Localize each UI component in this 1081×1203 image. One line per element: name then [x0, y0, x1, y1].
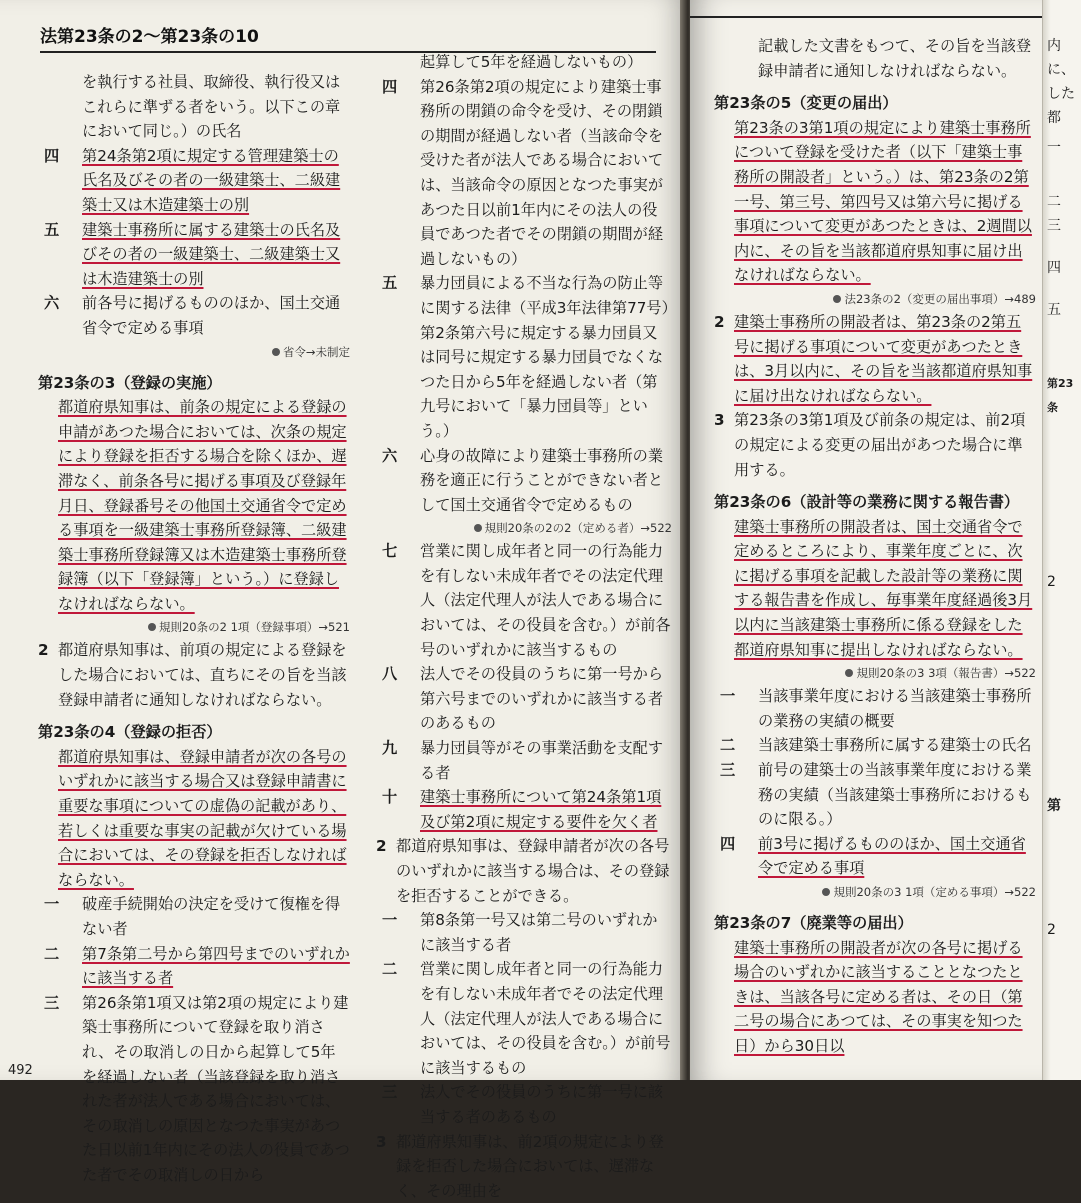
bullet-icon: [845, 669, 853, 677]
cross-reference: 規則20条の2 1項（登録事項）→521: [38, 616, 350, 638]
list-item: 三 前号の建築士の当該事業年度における業務の実績（当該建築士事務所におけるものに限る。）: [720, 761, 1032, 829]
left-column: [38, 70, 350, 1188]
item-number: 五: [44, 220, 60, 239]
article-paragraph: 都道府県知事は、前条の規定による登録の申請があつた場合においては、次条の規定により登録を拒否する場合を除くほか、遅滞なく、前条各号に掲げる事項及び登録年月日、登録番号その他国土交通省令で定める事項を一級建築士事務所登録簿、二級建築士事務所登録簿又は木造建築士事務所登録簿（以下「登録簿」という。）に登録しなければならない。: [58, 398, 347, 613]
bullet-icon: [833, 295, 841, 303]
article-heading: 第23条の6（設計等の業務に関する報告書）: [714, 493, 1020, 512]
article-paragraph: 建築士事務所の開設者は、国土交通省令で定めるところにより、事業年度ごとに、次に掲げる事項を記載した設計等の業務に関する報告書を作成し、毎事業年度経過後3月以内に当該建築士事務所に係る登録をした都道府県知事に提出しなければならない。: [734, 517, 1033, 659]
item-text: 第24条第2項に規定する管理建築士の氏名及びその者の一級建築士、二級建築士又は木造建築士の別: [82, 146, 341, 214]
right-page: [690, 0, 1080, 1080]
list-item: 二 当該建築士事務所に属する建築士の氏名: [720, 736, 1032, 755]
cross-reference: 法23条の2（変更の届出事項）→489: [714, 288, 1036, 310]
paragraph-number: 2: [38, 641, 49, 660]
list-item: [38, 218, 350, 292]
lead-text: 記載した文書をもつて、その旨を当該登録申請者に通知しなければならない。: [758, 37, 1032, 80]
list-item: 一 当該事業年度における当該建築士事務所の業務の実績の概要: [720, 687, 1032, 730]
list-item: 六 心身の故障により建築士事務所の業務を適正に行うことができない者として国土交通省令で定めるもの: [382, 446, 663, 514]
article-heading: 第23条の4（登録の拒否）: [38, 723, 222, 742]
item-text: 前各号に掲げるもののほか、国土交通省令で定める事項: [82, 294, 341, 337]
bullet-icon: [822, 888, 830, 896]
bullet-icon: [272, 348, 280, 356]
list-item: 三 第26条第1項又は第2項の規定により建築士事務所について登録を取り消され、その取消しの日から起算して5年を経過しない者（当該登録を取り消された者が法人である場合においては、その取消しの原因となつた事実があつた日以前1年内にその法人の役員であつた者でその取消しの日から: [44, 993, 350, 1184]
list-item: 三 法人でその役員のうちに第一号に該当する者のあるもの: [382, 1083, 663, 1126]
article-paragraph: 3 第23条の3第1項及び前条の規定は、前2項の規定による変更の届出があつた場合に準用する。: [714, 411, 1026, 479]
list-item: 二 営業に関し成年者と同一の行為能力を有しない未成年者でその法定代理人（法定代理人が法人である場合においては、その役員を含む。）が前号に該当するもの: [382, 960, 671, 1077]
list-item: 一 第8条第一号又は第二号のいずれかに該当する者: [382, 911, 658, 954]
list-item: 二 第7条第二号から第四号までのいずれかに該当する者: [44, 944, 350, 988]
article-heading: 第23条の5（変更の届出）: [714, 94, 898, 113]
cross-reference: 規則20条の3 3項（報告書）→522: [714, 662, 1036, 684]
cross-reference: 省令→未制定: [38, 341, 350, 363]
list-item: 一 破産手続開始の決定を受けて復権を得ない者: [44, 895, 341, 938]
edge-fragments: 内に、 した都 一 二 三 四 五 第23条 2 第 2: [1047, 38, 1075, 938]
right-column: [714, 34, 1036, 1059]
item-number: 四: [44, 146, 60, 165]
list-item: 七 営業に関し成年者と同一の行為能力を有しない未成年者でその法定代理人（法定代理人が法人である場合においては、その役員を含む。）が前各号のいずれかに該当するもの: [382, 542, 671, 659]
article-paragraph: 2 都道府県知事は、前項の規定による登録をした場合においては、直ちにその旨を当該登録申請者に通知しなければならない。: [38, 638, 350, 712]
list-item: 十 建築士事務所について第24条第1項及び第2項に規定する要件を欠く者: [382, 788, 662, 831]
article-paragraph: 都道府県知事は、登録申請者が次の各号のいずれかに該当する場合又は登録申請書に重要な事項についての虚偽の記載があり、若しくは重要な事実の記載が欠けている場合においては、その登録を拒否しなければならない。: [58, 747, 347, 889]
next-page-edge: [1042, 0, 1081, 1080]
article-paragraph: 2 都道府県知事は、登録申請者が次の各号のいずれかに該当する場合は、その登録を拒否することができる。: [376, 837, 670, 905]
article-heading: 第23条の7（廃業等の届出）: [714, 914, 913, 932]
page-number: 492: [8, 1063, 33, 1078]
article-paragraph: 建築士事務所の開設者が次の各号に掲げる場合のいずれかに該当することとなつたときは、当該各号に定める者は、その日（第二号の場合にあつては、その事実を知つた日）から30日以: [734, 938, 1023, 1055]
list-item: 五 暴力団員による不当な行為の防止等に関する法律（平成3年法律第77号）第2条第六号に規定する暴力団員又は同号に規定する暴力団員でなくなつた日から5年を経過しない者（第九号において「暴力団員等」という。）: [382, 274, 670, 440]
article-paragraph: 第23条の3第1項の規定により建築士事務所について登録を受けた者（以下「建築士事務所の開設者」という。）は、第23条の2第一号、第三号、第四号又は第六号に掲げる事項について変更があつたときは、2週間以内に、その旨を当該都道府県知事に届け出なければならない。: [734, 118, 1032, 285]
list-item: [38, 291, 350, 340]
article-paragraph: 3 都道府県知事は、前2項の規定により登録を拒否した場合においては、遅滞なく、その理由を: [376, 1132, 664, 1200]
cross-reference: 規則20条の3 1項（定める事項）→522: [714, 881, 1036, 903]
item-number: 六: [44, 294, 60, 313]
list-item: 八 法人でその役員のうちに第一号から第六号までのいずれかに該当する者のあるもの: [382, 665, 663, 733]
cross-reference: 規則20条の2の2（定める者）→522: [376, 517, 672, 539]
bullet-icon: [474, 524, 482, 532]
item-text: 建築士事務所に属する建築士の氏名及びその者の一級建築士、二級建築士又は木造建築士の別: [82, 220, 341, 288]
article-paragraph: 2 建築士事務所の開設者は、第23条の2第五号に掲げる事項について変更があつたときは、3月以内に、その旨を当該都道府県知事に届け出なければならない。: [714, 312, 1033, 405]
list-item: 九 暴力団員等がその事業活動を支配する者: [382, 739, 663, 782]
middle-column: [376, 50, 672, 1203]
list-item: 四 第26条第2項の規定により建築士事務所の閉鎖の命令を受け、その閉鎖の期間が経過しない者（当該命令を受けた者が法人である場合においては、当該命令の原因となつた事実があつた日以前1年内にその法人の役員であつた者でその閉鎖の期間が経過しないもの）: [382, 77, 663, 268]
list-item: [38, 144, 350, 218]
running-head: 法第23条の2～第23条の10: [40, 22, 656, 53]
list-item: 四 前3号に掲げるもののほか、国土交通省令で定める事項: [720, 834, 1026, 878]
bullet-icon: [148, 623, 156, 631]
running-head-rule: [690, 6, 1050, 18]
article-heading: 第23条の3（登録の実施）: [38, 373, 222, 392]
lead-text: を執行する社員、取締役、執行役又はこれらに準ずる者をいう。以下この章において同じ。）の氏名: [82, 73, 341, 141]
lead-text: 起算して5年を経過しないもの）: [420, 53, 643, 71]
